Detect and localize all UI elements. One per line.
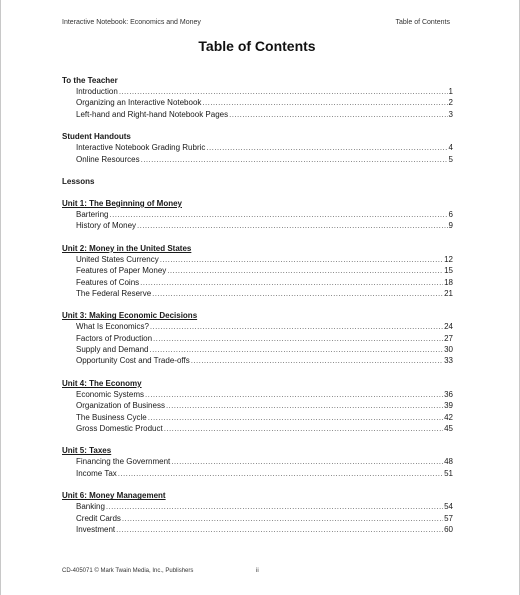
toc-entry-title: Bartering xyxy=(76,209,109,219)
footer-page-number: ii xyxy=(256,568,259,574)
toc-unit xyxy=(62,198,453,232)
toc-entry-title: Opportunity Cost and Trade-offs xyxy=(76,356,190,366)
toc-entry-title: Organization of Business xyxy=(76,401,165,411)
page-title: Table of Contents xyxy=(198,38,316,54)
toc-unit xyxy=(62,490,453,535)
toc-unit xyxy=(62,243,453,300)
dot-leader xyxy=(206,142,447,153)
dot-leader xyxy=(109,209,447,220)
toc-entry[interactable] xyxy=(62,501,453,512)
toc-entry[interactable] xyxy=(62,86,453,97)
toc-entry[interactable] xyxy=(62,254,453,265)
dot-leader xyxy=(160,254,443,265)
toc-entry-page-number: 57 xyxy=(444,513,453,523)
dot-leader xyxy=(140,277,443,288)
toc-entry[interactable] xyxy=(62,154,453,165)
toc-entry-page-number: 24 xyxy=(444,322,453,332)
toc-entry-title: Introduction xyxy=(76,87,118,96)
dot-leader xyxy=(150,321,443,332)
toc-entry-page-number: 18 xyxy=(444,277,453,287)
toc-section xyxy=(62,75,453,120)
toc-entry-page-number: 36 xyxy=(444,389,453,399)
toc-unit xyxy=(62,310,453,367)
dot-leader xyxy=(106,501,443,512)
toc-entry-title: United States Currency xyxy=(76,254,159,264)
dot-leader xyxy=(150,344,444,355)
toc-unit xyxy=(62,445,453,479)
toc-entry-page-number: 33 xyxy=(444,356,453,366)
toc-entry-page-number: 5 xyxy=(448,154,453,164)
toc-entry-page-number: 2 xyxy=(448,98,453,108)
dot-leader xyxy=(118,468,443,479)
toc-entry[interactable] xyxy=(62,220,453,231)
toc-entry-title: Factors of Production xyxy=(76,333,153,343)
dot-leader xyxy=(119,86,448,97)
toc-entry[interactable] xyxy=(62,400,453,411)
toc-entry[interactable] xyxy=(62,524,453,535)
toc-entry[interactable] xyxy=(62,355,453,366)
toc-entry[interactable] xyxy=(62,265,453,276)
toc-entry-title: Online Resources xyxy=(76,154,140,164)
dot-leader xyxy=(141,154,448,165)
footer-publisher: CD-405071 © Mark Twain Media, Inc., Publishers xyxy=(62,568,194,574)
dot-leader xyxy=(148,412,443,423)
running-header-book-title: Interactive Notebook: Economics and Money xyxy=(62,19,201,26)
toc-unit-heading: Unit 3: Making Economic Decisions xyxy=(62,311,198,321)
toc-entry-page-number: 15 xyxy=(444,266,453,276)
toc-unit-heading: Unit 5: Taxes xyxy=(62,446,112,456)
toc-entry-title: Features of Coins xyxy=(76,277,140,287)
toc-entry-page-number: 51 xyxy=(444,468,453,478)
toc-entry-title: Income Tax xyxy=(76,468,117,478)
toc-entry[interactable] xyxy=(62,142,453,153)
toc-entry-page-number: 39 xyxy=(444,401,453,411)
toc-entry[interactable] xyxy=(62,423,453,434)
toc-entry-page-number: 9 xyxy=(448,221,453,231)
dot-leader xyxy=(164,423,443,434)
dot-leader xyxy=(145,389,443,400)
toc-entry-page-number: 4 xyxy=(448,143,453,153)
toc-unit-heading: Unit 1: The Beginning of Money xyxy=(62,198,182,208)
toc-entry[interactable] xyxy=(62,109,453,120)
toc-entry-title: Left-hand and Right-hand Notebook Pages xyxy=(76,109,229,119)
toc-unit xyxy=(62,378,453,435)
toc-entry[interactable] xyxy=(62,468,453,479)
toc-section xyxy=(62,131,453,165)
unit-sections xyxy=(62,198,453,535)
toc-entry-title: Economic Systems xyxy=(76,389,145,399)
toc-section-heading: Student Handouts xyxy=(62,132,131,142)
toc-entry-page-number: 6 xyxy=(448,209,453,219)
dot-leader xyxy=(137,220,448,231)
toc-entry[interactable] xyxy=(62,412,453,423)
table-of-contents xyxy=(62,75,453,546)
toc-entry-title: Investment xyxy=(76,524,116,534)
toc-entry-title: Credit Cards xyxy=(76,513,121,523)
toc-entry-title: Features of Paper Money xyxy=(76,266,167,276)
toc-entry-page-number: 27 xyxy=(444,333,453,343)
dot-leader xyxy=(229,109,447,120)
toc-entry[interactable] xyxy=(62,97,453,108)
toc-entry[interactable] xyxy=(62,288,453,299)
dot-leader xyxy=(116,524,443,535)
toc-unit-heading: Unit 6: Money Management xyxy=(62,491,166,501)
toc-entry[interactable] xyxy=(62,389,453,400)
toc-entry-page-number: 48 xyxy=(444,457,453,467)
dot-leader xyxy=(152,288,443,299)
toc-entry-page-number: 3 xyxy=(448,109,453,119)
toc-entry-title: Supply and Demand xyxy=(76,345,149,355)
dot-leader xyxy=(122,513,443,524)
toc-entry-title: History of Money xyxy=(76,221,137,231)
toc-entry-page-number: 60 xyxy=(444,524,453,534)
toc-section-heading: To the Teacher xyxy=(62,76,118,85)
toc-unit-heading: Unit 4: The Economy xyxy=(62,378,142,388)
toc-entry-title: Banking xyxy=(76,502,105,512)
running-header-section: Table of Contents xyxy=(395,19,450,26)
toc-entry[interactable] xyxy=(62,209,453,220)
dot-leader xyxy=(153,333,443,344)
toc-entry-page-number: 42 xyxy=(444,412,453,422)
toc-entry-page-number: 45 xyxy=(444,424,453,434)
toc-entry-page-number: 1 xyxy=(448,87,453,96)
toc-unit-heading: Unit 2: Money in the United States xyxy=(62,243,192,253)
toc-entry[interactable] xyxy=(62,333,453,344)
toc-entry[interactable] xyxy=(62,344,453,355)
toc-entry-title: Interactive Notebook Grading Rubric xyxy=(76,143,206,153)
front-matter-sections xyxy=(62,75,453,165)
dot-leader xyxy=(191,355,443,366)
dot-leader xyxy=(171,456,443,467)
dot-leader xyxy=(167,265,443,276)
toc-entry[interactable] xyxy=(62,321,453,332)
toc-entry-title: Gross Domestic Product xyxy=(76,424,163,434)
toc-entry-title: The Business Cycle xyxy=(76,412,147,422)
toc-entry-title: What Is Economics? xyxy=(76,322,149,332)
toc-entry-page-number: 30 xyxy=(444,345,453,355)
lessons-label: Lessons xyxy=(62,176,95,186)
toc-entry-title: The Federal Reserve xyxy=(76,288,152,298)
dot-leader xyxy=(166,400,443,411)
toc-entry[interactable] xyxy=(62,513,453,524)
toc-entry-page-number: 54 xyxy=(444,502,453,512)
toc-entry-title: Organizing an Interactive Notebook xyxy=(76,98,202,108)
toc-entry[interactable] xyxy=(62,456,453,467)
toc-entry-title: Financing the Government xyxy=(76,457,171,467)
dot-leader xyxy=(202,97,447,108)
toc-entry-page-number: 12 xyxy=(444,254,453,264)
toc-entry[interactable] xyxy=(62,277,453,288)
toc-entry-page-number: 21 xyxy=(444,288,453,298)
